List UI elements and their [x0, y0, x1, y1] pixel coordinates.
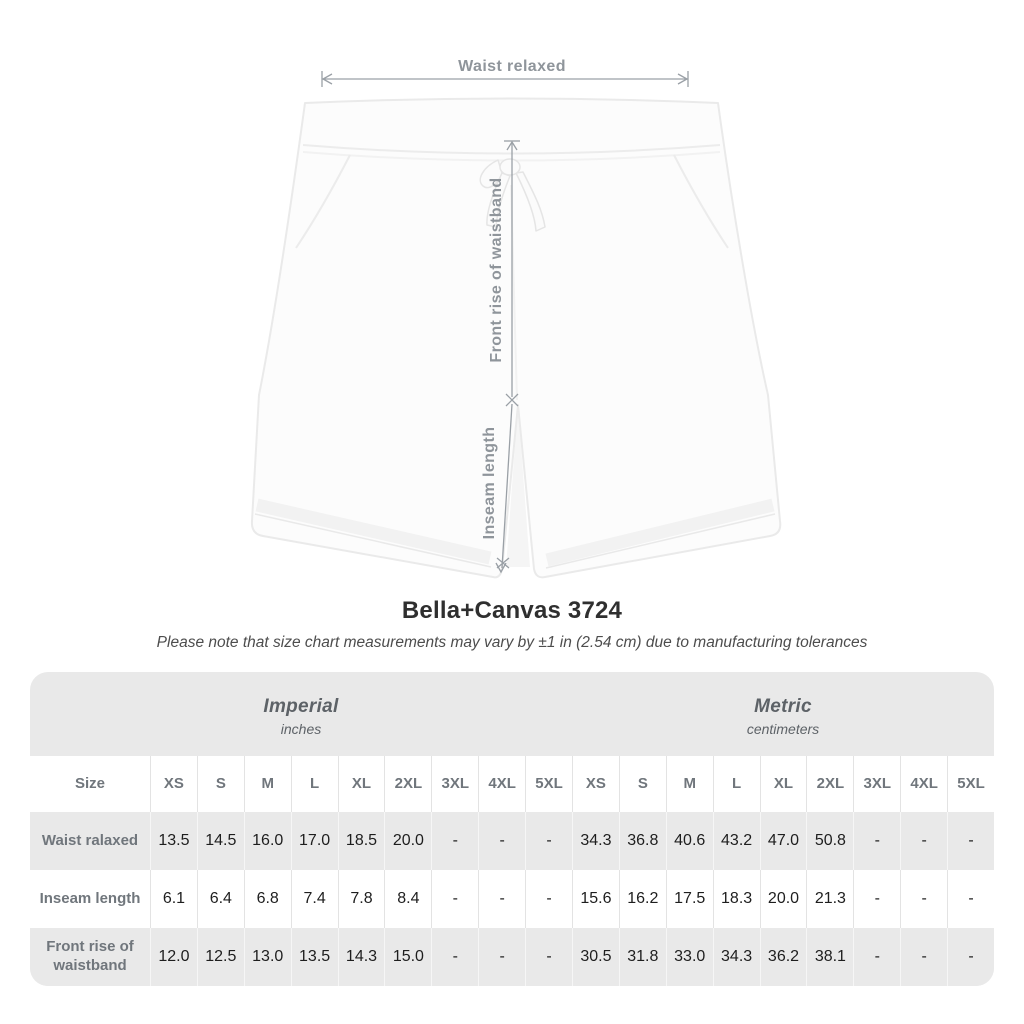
imperial-subtitle: inches: [280, 720, 322, 737]
value-cell-metric: -: [947, 928, 994, 986]
value-cell-imperial: 13.5: [291, 928, 338, 986]
value-cell-metric: 36.8: [619, 812, 666, 870]
value-cell-imperial: 15.0: [384, 928, 431, 986]
value-cell-imperial: 13.0: [244, 928, 291, 986]
value-cell-metric: -: [853, 870, 900, 928]
value-cell-metric: 31.8: [619, 928, 666, 986]
size-header: 5XL: [947, 756, 994, 812]
value-cell-imperial: -: [478, 870, 525, 928]
size-header: 4XL: [900, 756, 947, 812]
size-header: 2XL: [384, 756, 431, 812]
value-cell-metric: 30.5: [572, 928, 619, 986]
size-header: 3XL: [853, 756, 900, 812]
row-label: Inseam length: [30, 870, 150, 928]
value-cell-metric: 17.5: [666, 870, 713, 928]
value-cell-metric: -: [853, 928, 900, 986]
value-cell-metric: -: [900, 870, 947, 928]
value-cell-imperial: -: [431, 812, 478, 870]
value-cell-imperial: 16.0: [244, 812, 291, 870]
size-header: XS: [572, 756, 619, 812]
front-rise-measure-label: Front rise of waistband: [488, 177, 505, 363]
metric-header: [572, 672, 994, 756]
tolerance-note: Please note that size chart measurements may vary by ±1 in (2.54 cm) due to manufacturing tolerances: [156, 634, 868, 651]
row-label: Front rise of waistband: [30, 928, 150, 986]
value-cell-metric: 43.2: [713, 812, 760, 870]
size-grid: [30, 756, 994, 986]
row-label: Waist ralaxed: [30, 812, 150, 870]
waist-measure: [322, 58, 688, 87]
inseam-measure-label: Inseam length: [481, 426, 498, 540]
value-cell-imperial: 12.0: [150, 928, 197, 986]
value-cell-imperial: 6.4: [197, 870, 244, 928]
value-cell-metric: 34.3: [713, 928, 760, 986]
metric-subtitle: centimeters: [746, 720, 820, 737]
size-header: S: [197, 756, 244, 812]
value-cell-metric: 20.0: [760, 870, 807, 928]
shorts-diagram-svg: [240, 55, 790, 590]
value-cell-imperial: 7.4: [291, 870, 338, 928]
imperial-title: Imperial: [263, 695, 339, 717]
value-cell-imperial: 17.0: [291, 812, 338, 870]
value-cell-metric: 33.0: [666, 928, 713, 986]
value-cell-imperial: -: [478, 928, 525, 986]
value-cell-imperial: 13.5: [150, 812, 197, 870]
value-cell-metric: 21.3: [806, 870, 853, 928]
size-header: L: [713, 756, 760, 812]
value-cell-metric: 50.8: [806, 812, 853, 870]
value-cell-imperial: -: [525, 928, 572, 986]
value-cell-metric: 15.6: [572, 870, 619, 928]
size-header: XS: [150, 756, 197, 812]
value-cell-imperial: -: [525, 812, 572, 870]
value-cell-imperial: 12.5: [197, 928, 244, 986]
value-cell-imperial: -: [431, 870, 478, 928]
value-cell-imperial: 8.4: [384, 870, 431, 928]
value-cell-imperial: 6.1: [150, 870, 197, 928]
value-cell-metric: 47.0: [760, 812, 807, 870]
value-cell-metric: 40.6: [666, 812, 713, 870]
value-cell-metric: -: [853, 812, 900, 870]
size-header: XL: [338, 756, 385, 812]
value-cell-imperial: 6.8: [244, 870, 291, 928]
size-header: 3XL: [431, 756, 478, 812]
shorts-graphic: [252, 99, 780, 578]
value-cell-imperial: 20.0: [384, 812, 431, 870]
value-cell-metric: -: [947, 812, 994, 870]
value-cell-imperial: 18.5: [338, 812, 385, 870]
waist-measure-label: Waist relaxed: [458, 58, 566, 75]
size-column-header: Size: [30, 756, 150, 812]
size-header: S: [619, 756, 666, 812]
size-header: 2XL: [806, 756, 853, 812]
value-cell-metric: -: [947, 870, 994, 928]
value-cell-imperial: -: [478, 812, 525, 870]
size-header: 5XL: [525, 756, 572, 812]
size-header: XL: [760, 756, 807, 812]
value-cell-metric: 36.2: [760, 928, 807, 986]
size-chart-table: [30, 672, 994, 986]
value-cell-metric: -: [900, 812, 947, 870]
value-cell-metric: 34.3: [572, 812, 619, 870]
size-header: M: [244, 756, 291, 812]
value-cell-imperial: -: [431, 928, 478, 986]
value-cell-metric: -: [900, 928, 947, 986]
size-header: 4XL: [478, 756, 525, 812]
unit-header-row: [30, 672, 994, 756]
value-cell-imperial: 7.8: [338, 870, 385, 928]
value-cell-imperial: 14.3: [338, 928, 385, 986]
size-header: L: [291, 756, 338, 812]
page-title: Bella+Canvas 3724: [401, 597, 623, 624]
metric-title: Metric: [754, 695, 812, 717]
size-header: M: [666, 756, 713, 812]
value-cell-metric: 38.1: [806, 928, 853, 986]
value-cell-metric: 18.3: [713, 870, 760, 928]
value-cell-imperial: -: [525, 870, 572, 928]
product-measurement-diagram: [240, 55, 790, 590]
value-cell-metric: 16.2: [619, 870, 666, 928]
imperial-header: [30, 672, 572, 756]
value-cell-imperial: 14.5: [197, 812, 244, 870]
